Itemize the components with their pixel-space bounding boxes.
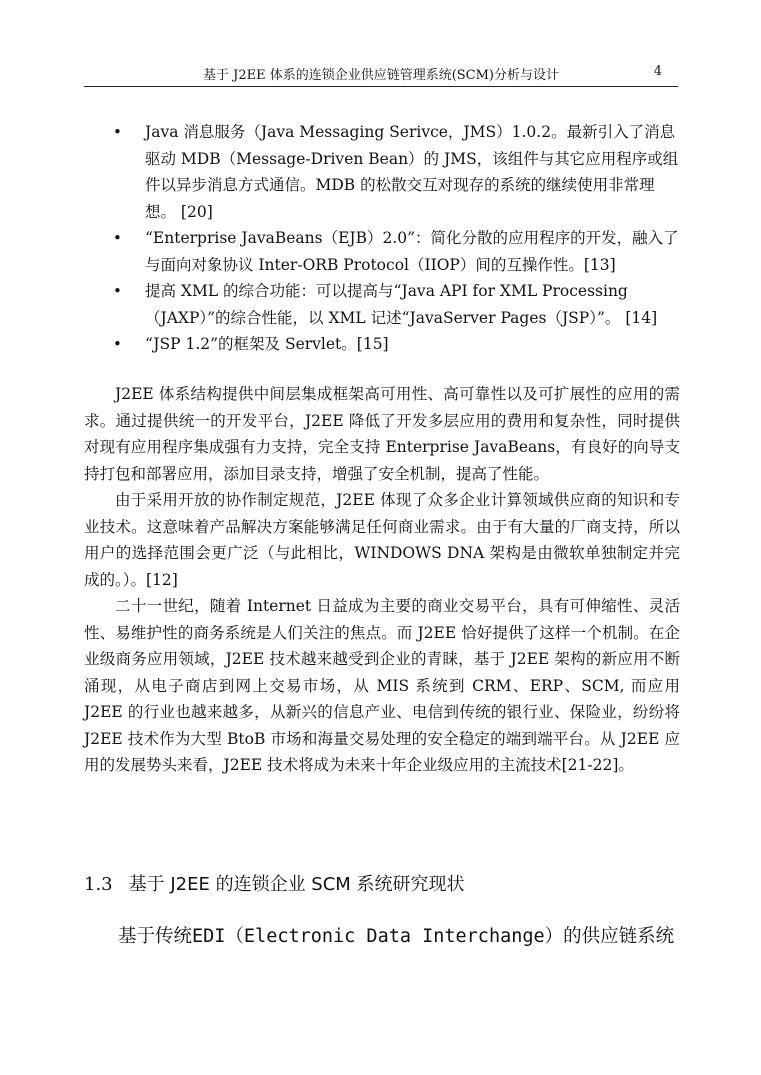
page-header <box>84 60 678 87</box>
section-heading <box>84 870 465 896</box>
bullet-text: 提高 XML 的综合功能：可以提高与“Java API for XML Processing（JAXP）”的综合性能，以 XML 记述“JavaServer Pages（JSP）”。 [14] <box>145 282 658 327</box>
section-number: 1.3 <box>84 874 113 895</box>
feature-bullet-list <box>110 119 680 358</box>
bullet-icon: • <box>113 123 122 141</box>
paragraph: J2EE 体系结构提供中间层集成框架高可用性、高可靠性以及可扩展性的应用的需求。通过提供统一的开发平台，J2EE 降低了开发多层应用的费用和复杂性，同时提供对现有应用程序集成强有力支持，完全支持 Enterprise JavaBeans，有良好的向导支持打包和部署应用，添加目录支持，增强了安全机制，提高了性能。 <box>84 385 680 483</box>
bullet-item <box>110 331 680 358</box>
page-number: 4 <box>653 64 662 79</box>
body-text <box>84 381 680 779</box>
bullet-text: “Enterprise JavaBeans（EJB）2.0”：简化分散的应用程序的开发，融入了与面向对象协议 Inter-ORB Protocol（IIOP）间的互操作性。[13] <box>145 229 679 274</box>
bullet-icon: • <box>113 229 122 247</box>
section-title: 基于 J2EE 的连锁企业 SCM 系统研究现状 <box>128 874 465 895</box>
bullet-icon: • <box>113 282 122 300</box>
bullet-icon: • <box>113 335 122 353</box>
bullet-item <box>110 119 680 225</box>
bullet-item <box>110 225 680 278</box>
paragraph: 由于采用开放的协作制定规范，J2EE 体现了众多企业计算领域供应商的知识和专业技术。这意味着产品解决方案能够满足任何商业需求。由于有大量的厂商支持，所以用户的选择范围会更广泛（与此相比，WINDOWS DNA 架构是由微软单独制定并完成的。）。[12] <box>84 491 680 589</box>
bullet-text: “JSP 1.2”的框架及 Servlet。[15] <box>145 335 389 353</box>
header-title: 基于 J2EE 体系的连锁企业供应链管理系统(SCM)分析与设计 <box>202 68 560 83</box>
bullet-text: Java 消息服务（Java Messaging Serivce，JMS）1.0.2。最新引入了消息驱动 MDB（Message-Driven Bean）的 JMS，该组件与其它应用程序或组件以异步消息方式通信。MDB 的松散交互对现存的系统的继续使用非常理想。 [20] <box>145 123 679 221</box>
bullet-item <box>110 278 680 331</box>
paragraph: 二十一世纪，随着 Internet 日益成为主要的商业交易平台，具有可伸缩性、灵活性、易维护性的商务系统是人们关注的焦点。而 J2EE 恰好提供了这样一个机制。在企业级商务应用领域，J2EE 技术越来越受到企业的青睐，基于 J2EE 架构的新应用不断涌现，从电子商店到网上交易市场，从 MIS 系统到 CRM、ERP、SCM, 而应用 J2EE 的行业也越来越多，从新兴的信息产业、电信到传统的银行业、保险业，纷纷将 J2EE 技术作为大型 BtoB 市场和海量交易处理的安全稳定的端到端平台。从 J2EE 应用的发展势头来看，J2EE 技术将成为未来十年企业级应用的主流技术[21-22]。 <box>84 597 680 774</box>
subsection-heading: 基于传统EDI（Electronic Data Interchange）的供应链系统 <box>118 926 675 947</box>
